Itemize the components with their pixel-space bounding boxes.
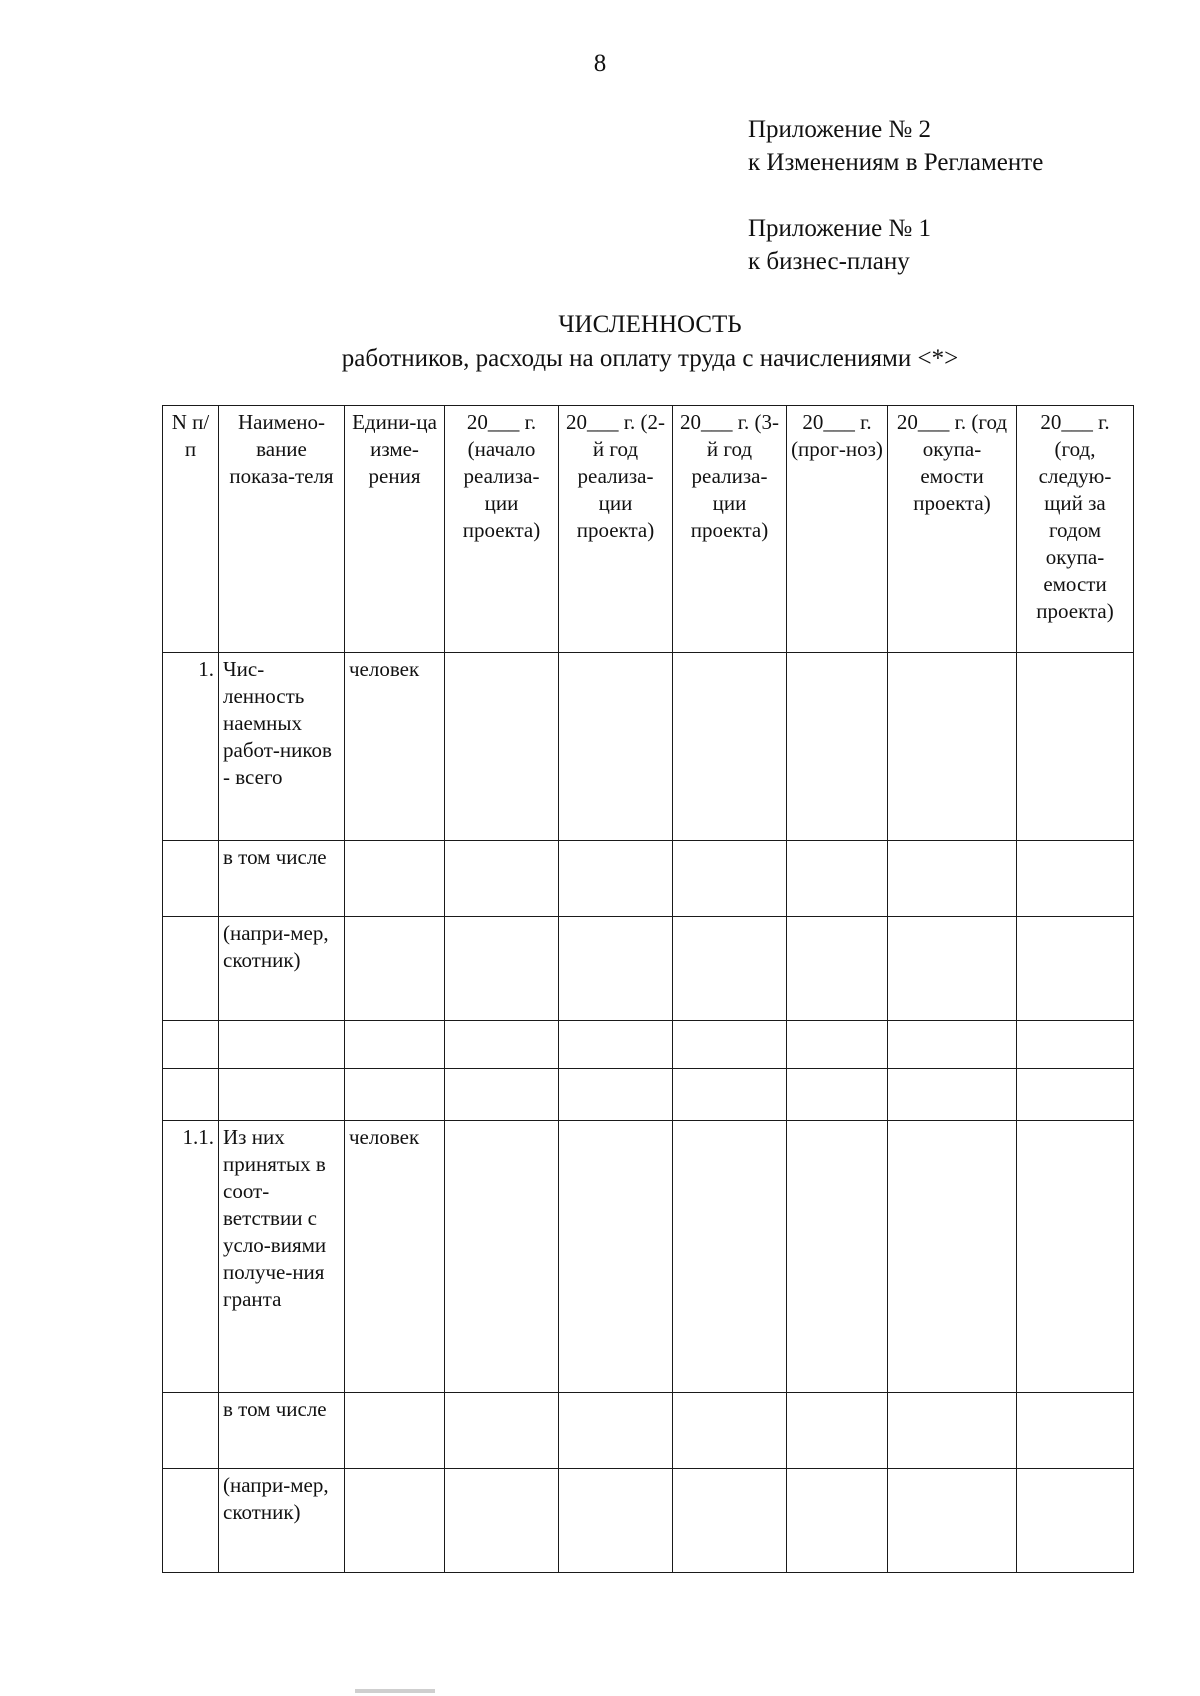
row-cell [445,841,559,917]
row-cell [787,841,888,917]
table-row [163,1469,1134,1573]
annex-reference-business-plan [748,212,931,278]
annex-2-line2: к бизнес-плану [748,248,910,275]
row-cell [787,1121,888,1393]
row-name [219,1021,345,1069]
row-cell [445,653,559,841]
row-cell [1017,1393,1134,1469]
row-name: в том числе [219,841,345,917]
row-unit [345,1021,445,1069]
row-cell [559,841,673,917]
row-name: Из них принятых в соот-ветствии с усло-виями получе-ния гранта [219,1121,345,1393]
row-cell [1017,841,1134,917]
row-num [163,841,219,917]
row-cell [888,1021,1017,1069]
row-cell [888,1121,1017,1393]
header-year-2: 20___ г. (2-й год реализа-ции проекта) [559,406,673,653]
row-cell [445,1469,559,1573]
row-cell [673,1469,787,1573]
row-cell [673,1021,787,1069]
header-unit: Едини-ца изме-рения [345,406,445,653]
row-num: 1.1. [163,1121,219,1393]
table-row [163,1069,1134,1121]
row-name: в том числе [219,1393,345,1469]
row-cell [787,653,888,841]
row-cell [673,841,787,917]
row-num [163,1393,219,1469]
title-main: ЧИСЛЕННОСТЬ [558,311,742,338]
row-cell [445,1393,559,1469]
row-cell [559,1469,673,1573]
row-cell [787,1069,888,1121]
page-number: 8 [593,50,607,77]
row-cell [445,1069,559,1121]
header-year-forecast: 20___ г. (прог-ноз) [787,406,888,653]
table-row [163,1393,1134,1469]
row-unit [345,1393,445,1469]
table-row [163,841,1134,917]
row-num [163,1069,219,1121]
row-cell [1017,1121,1134,1393]
table-header-row [163,406,1134,653]
header-year-3: 20___ г. (3-й год реализа-ции проекта) [673,406,787,653]
row-cell [787,1021,888,1069]
row-cell [673,1121,787,1393]
row-cell [445,1121,559,1393]
row-cell [787,917,888,1021]
header-year-payback: 20___ г. (год окупа-емости проекта) [888,406,1017,653]
table-row [163,1121,1134,1393]
row-cell [559,653,673,841]
row-cell [1017,917,1134,1021]
row-cell [787,1393,888,1469]
row-num: 1. [163,653,219,841]
annex-2-line1: Приложение № 1 [748,215,932,242]
row-cell [559,1393,673,1469]
row-cell [673,917,787,1021]
annex-1-line2: к Изменениям в Регламенте [748,149,1044,176]
title-subtitle: работников, расходы на оплату труда с начислениями <*> [341,345,959,372]
row-cell [445,1021,559,1069]
header-year-after-payback: 20___ г. (год, следую-щий за годом окупа-емости проекта) [1017,406,1134,653]
row-name: (напри-мер, скотник) [219,917,345,1021]
row-cell [559,917,673,1021]
row-unit: человек [345,1121,445,1393]
row-cell [1017,1469,1134,1573]
workforce-table [162,405,1134,1573]
header-name: Наимено-вание показа-теля [219,406,345,653]
row-unit: человек [345,653,445,841]
row-cell [888,917,1017,1021]
document-title [0,308,1200,376]
row-cell [1017,653,1134,841]
row-unit [345,917,445,1021]
row-cell [445,917,559,1021]
row-name [219,1069,345,1121]
row-cell [559,1021,673,1069]
row-cell [559,1121,673,1393]
row-unit [345,1469,445,1573]
header-year-1: 20___ г. (начало реализа-ции проекта) [445,406,559,653]
row-cell [559,1069,673,1121]
table-row [163,653,1134,841]
row-cell [673,1069,787,1121]
row-cell [673,1393,787,1469]
table-row [163,1021,1134,1069]
annex-1-line1: Приложение № 2 [748,116,932,143]
table-row [163,917,1134,1021]
row-num [163,917,219,1021]
row-unit [345,1069,445,1121]
row-cell [787,1469,888,1573]
scan-footer-mark [355,1689,435,1693]
row-cell [673,653,787,841]
row-cell [1017,1069,1134,1121]
row-num [163,1021,219,1069]
row-unit [345,841,445,917]
header-num: N п/п [163,406,219,653]
row-cell [1017,1021,1134,1069]
row-cell [888,1069,1017,1121]
row-cell [888,653,1017,841]
annex-reference-regulation [748,113,1043,179]
row-name: Чис-ленность наемных работ-ников - всего [219,653,345,841]
row-cell [888,1469,1017,1573]
row-num [163,1469,219,1573]
row-cell [888,841,1017,917]
row-cell [888,1393,1017,1469]
row-name: (напри-мер, скотник) [219,1469,345,1573]
